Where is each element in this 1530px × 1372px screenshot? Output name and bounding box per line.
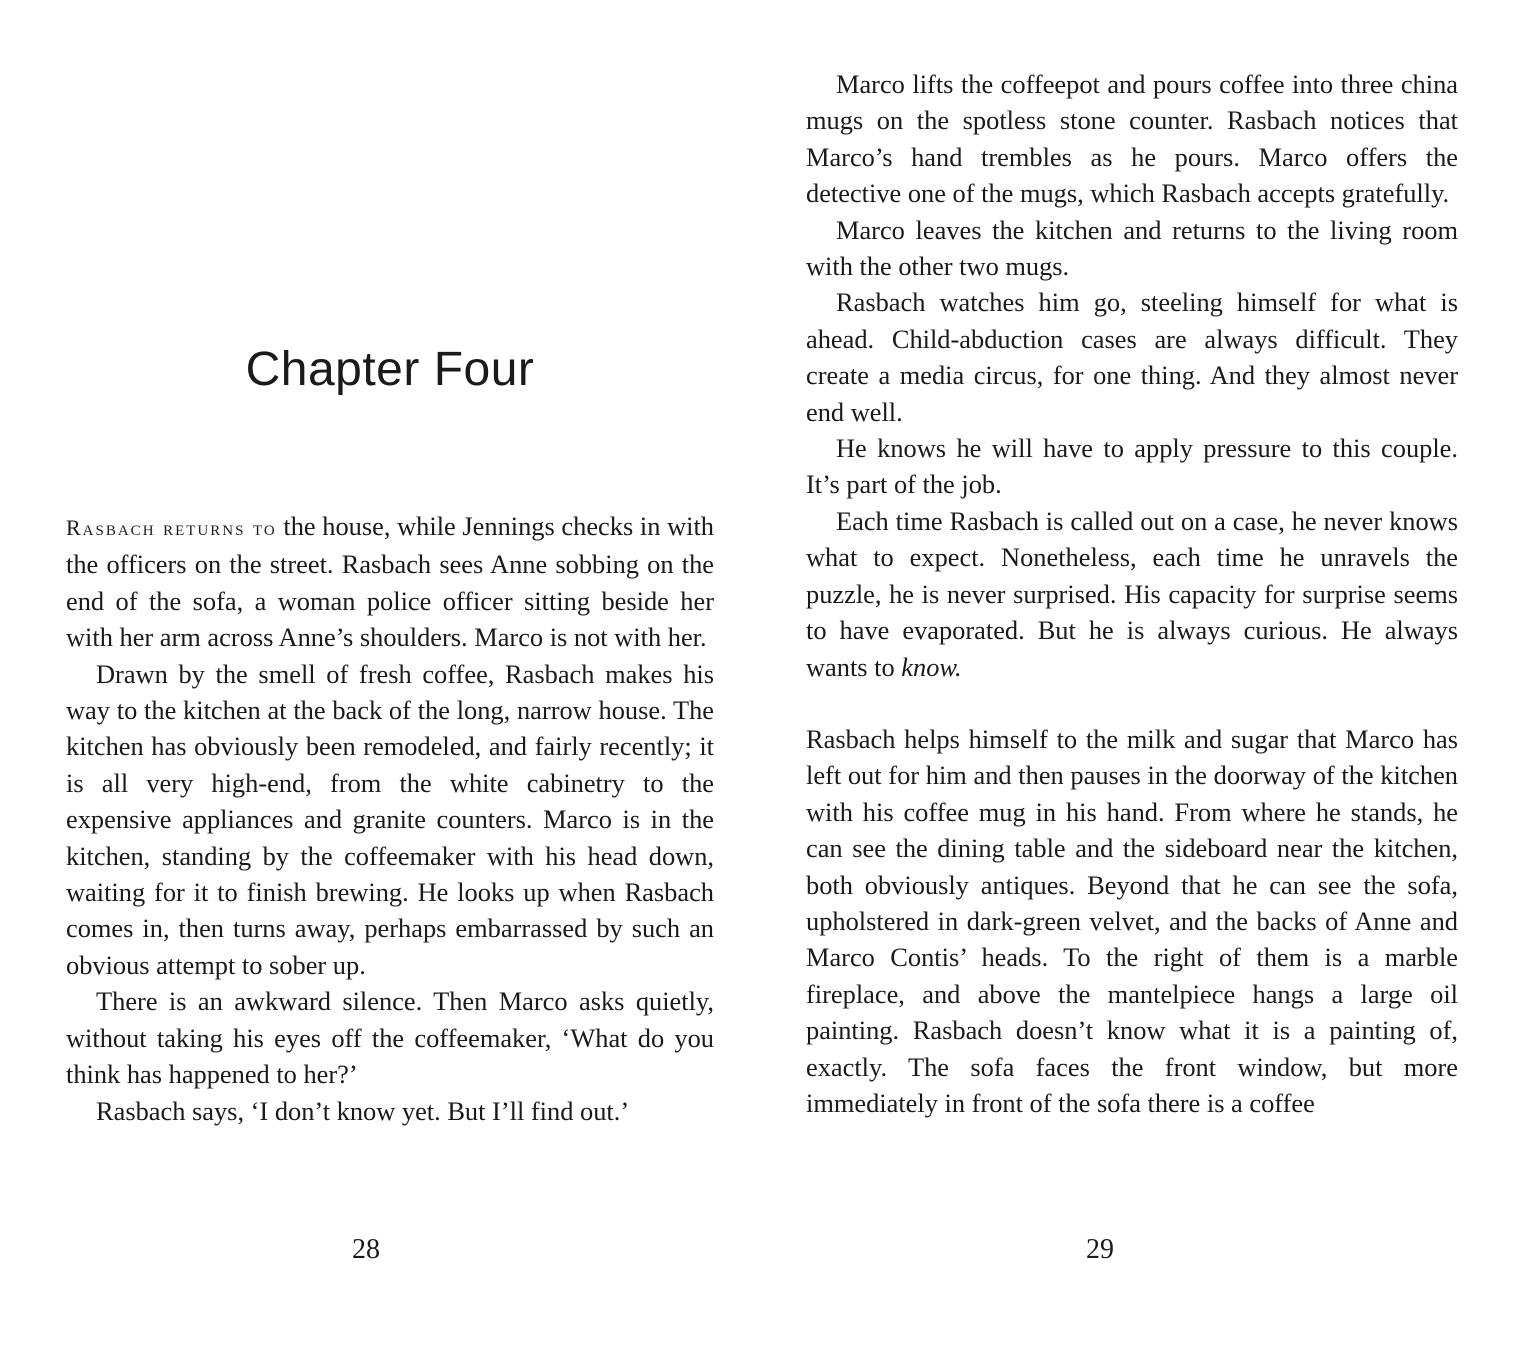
- paragraph: [806, 503, 1458, 685]
- paragraph: [66, 508, 714, 656]
- right-page: [806, 0, 1458, 1372]
- left-page-body: [66, 508, 714, 1129]
- paragraph: There is an awkward silence. Then Marco asks quietly, without taking his eyes off the coffeemaker, ‘What do you think has happened to her?’: [66, 986, 714, 1090]
- paragraph: Rasbach watches him go, steeling himself for what is ahead. Child-abduction cases are always difficult. They create a media circus, for one thing. And they almost never end well.: [806, 287, 1458, 427]
- paragraph: Marco leaves the kitchen and returns to the living room with the other two mugs.: [806, 214, 1458, 282]
- right-page-body: [806, 66, 1458, 1121]
- paragraph-text: Each time Rasbach is called out on a case, he never knows what to expect. Nonetheless, each time he unravels the puzzle, he is never surprised. His capacity for surprise seems to have evaporated. But he is always curious. He always wants to: [806, 505, 1458, 682]
- paragraph: Rasbach says, ‘I don’t know yet. But I’ll find out.’: [96, 1095, 630, 1126]
- left-page: [66, 0, 714, 1372]
- emphasis-word: know.: [901, 651, 962, 682]
- page-number: 29: [1086, 1234, 1114, 1265]
- paragraph: Marco lifts the coffeepot and pours coffee into three china mugs on the spotless stone counter. Rasbach notices that Marco’s hand trembles as he pours. Marco offers the detective one of the mugs, which Rasbach accepts gratefully.: [806, 69, 1458, 209]
- paragraph: He knows he will have to apply pressure to this couple. It’s part of the job.: [806, 433, 1458, 500]
- section-paragraph: Rasbach helps himself to the milk and sugar that Marco has left out for him and then pauses in the doorway of the kitchen with his coffee mug in his hand. From where he stands, he can see the dining table and the sideboard near the kitchen, both obviously antiques. Beyond that he can see the sofa, upholstered in dark-green velvet, and the backs of Anne and Marco Contis’ heads. To the right of them is a marble fireplace, and above the mantelpiece hangs a large oil painting. Rasbach doesn’t know what it is a painting of, exactly. The sofa faces the front window, but more immediately in front of the sofa there is a coffee: [806, 723, 1458, 1118]
- page-number: 28: [352, 1234, 380, 1265]
- paragraph-text: the house, while Jennings checks in with the officers on the street. Rasbach sees Anne sobbing on the end of the sofa, a woman police officer sitting beside her with her arm across Anne’s shoulders. Marco is not with her.: [66, 511, 714, 653]
- chapter-title: Chapter Four: [245, 343, 535, 396]
- chapter-lead-in: Rasbach returns to: [66, 515, 277, 540]
- paragraph: Drawn by the smell of fresh coffee, Rasbach makes his way to the kitchen at the back of the long, narrow house. The kitchen has obviously been remodeled, and fairly recently; it is all very high-end, from the white cabinetry to the expensive appliances and granite counters. Marco is in the kitchen, standing by the coffeemaker with his head down, waiting for it to finish brewing. He looks up when Rasbach comes in, then turns away, perhaps embarrassed by such an obvious attempt to sober up.: [66, 658, 714, 980]
